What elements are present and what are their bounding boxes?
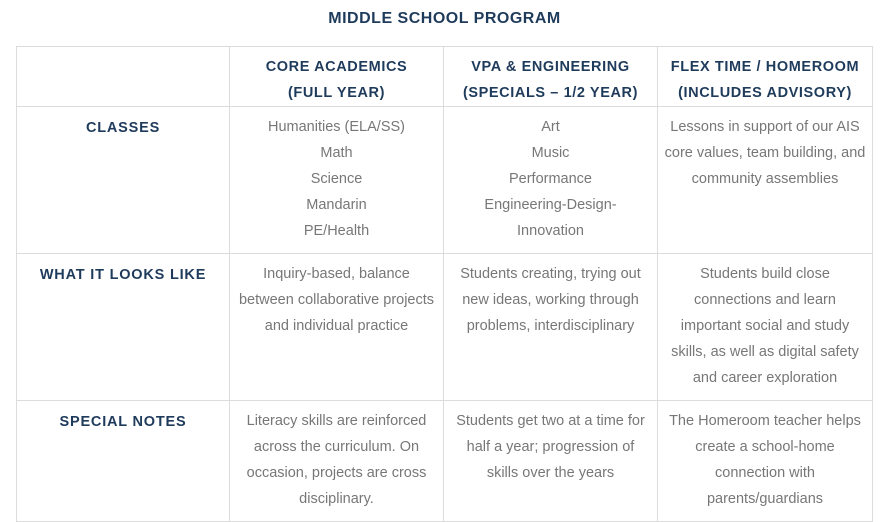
- cell-classes-core: [230, 107, 444, 254]
- class-item: Music: [531, 145, 570, 161]
- column-header-flex-time: FLEX TIME / HOMEROOM (INCLUDES ADVISORY): [658, 47, 873, 107]
- corner-cell: [17, 47, 230, 107]
- class-item: Performance: [508, 171, 592, 187]
- cell-notes-flex: The Homeroom teacher helps create a school-home connection with parents/guardians: [658, 401, 873, 522]
- cell-notes-vpa: Students get two at a time for half a year; progression of skills over the years: [444, 401, 658, 522]
- class-item: Innovation: [517, 223, 584, 239]
- cell-looks-flex: Students build close connections and learn important social and study skills, as well as digital safety and career exploration: [658, 254, 873, 401]
- header-row: [17, 47, 873, 107]
- column-header-vpa-engineering: VPA & ENGINEERING (SPECIALS – 1/2 YEAR): [444, 47, 658, 107]
- cell-looks-vpa: Students creating, trying out new ideas, working through problems, interdisciplinary: [444, 254, 658, 401]
- row-label-special-notes: SPECIAL NOTES: [17, 401, 230, 522]
- table-row-classes: [17, 107, 873, 254]
- class-item: Engineering-Design-: [484, 197, 617, 213]
- page-title: MIDDLE SCHOOL PROGRAM: [328, 10, 561, 27]
- class-item: Science: [310, 171, 363, 187]
- class-item: Math: [320, 145, 353, 161]
- program-table: [16, 46, 873, 522]
- class-item: Art: [541, 119, 560, 135]
- cell-classes-flex: Lessons in support of our AIS core values, team building, and community assemblies: [658, 107, 873, 254]
- cell-classes-vpa: [444, 107, 658, 254]
- column-header-core-academics: CORE ACADEMICS (FULL YEAR): [230, 47, 444, 107]
- class-item: Humanities (ELA/SS): [268, 119, 405, 135]
- table-row-special-notes: [17, 401, 873, 522]
- row-label-what-it-looks-like: WHAT IT LOOKS LIKE: [17, 254, 230, 401]
- row-label-classes: CLASSES: [17, 107, 230, 254]
- class-item: Mandarin: [306, 197, 367, 213]
- table-row-what-it-looks-like: [17, 254, 873, 401]
- cell-looks-core: Inquiry-based, balance between collaborative projects and individual practice: [230, 254, 444, 401]
- class-item: PE/Health: [303, 223, 370, 239]
- cell-notes-core: Literacy skills are reinforced across the curriculum. On occasion, projects are cross disciplinary.: [230, 401, 444, 522]
